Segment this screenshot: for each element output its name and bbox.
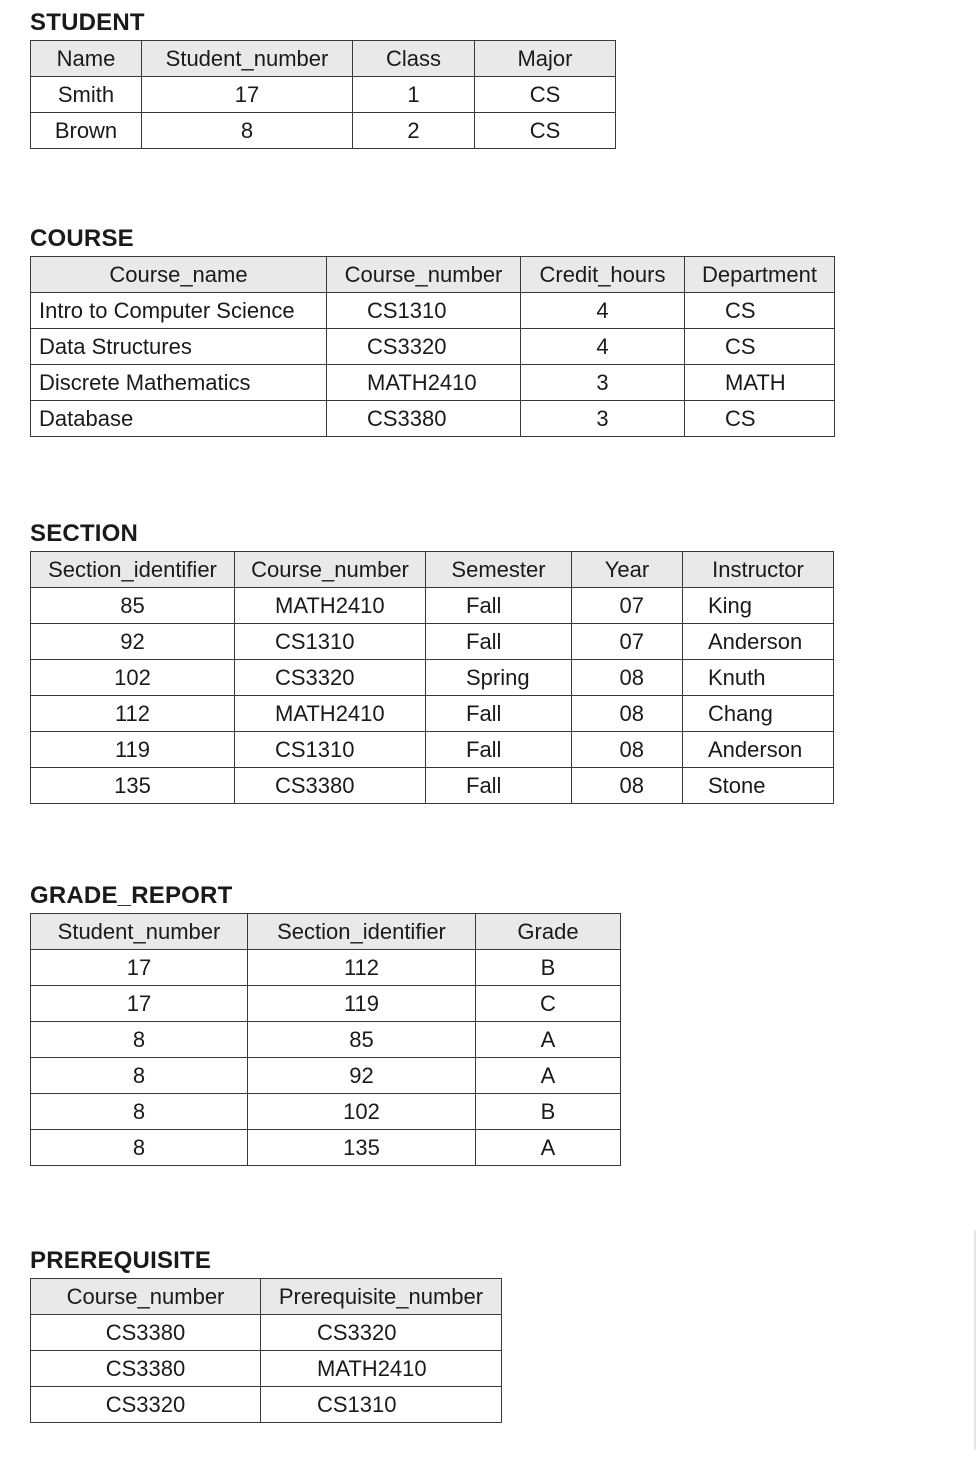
table-cell: 07	[572, 588, 683, 624]
column-header: Course_name	[31, 257, 327, 293]
student-relation	[30, 6, 616, 149]
table-cell: 08	[572, 660, 683, 696]
table-cell: CS	[685, 401, 835, 437]
table-header-row	[31, 914, 621, 950]
table-row	[31, 1387, 502, 1423]
table-cell: CS3380	[31, 1351, 261, 1387]
table-cell: 119	[31, 732, 235, 768]
column-header: Course_number	[327, 257, 521, 293]
table-cell: 4	[521, 329, 685, 365]
table-row	[31, 1351, 502, 1387]
table-cell: 3	[521, 401, 685, 437]
table-cell: CS3320	[31, 1387, 261, 1423]
table-cell: A	[476, 1130, 621, 1166]
column-header: Class	[353, 41, 475, 77]
table-cell: A	[476, 1058, 621, 1094]
table-row	[31, 950, 621, 986]
table-cell: Spring	[426, 660, 572, 696]
table-cell: 8	[31, 1094, 248, 1130]
prerequisite-relation	[30, 1244, 502, 1423]
column-header: Section_identifier	[248, 914, 476, 950]
table-cell: 08	[572, 696, 683, 732]
table-cell: CS3380	[235, 768, 426, 804]
column-header: Course_number	[31, 1279, 261, 1315]
table-cell: 8	[142, 113, 353, 149]
column-header: Semester	[426, 552, 572, 588]
table-cell: 135	[248, 1130, 476, 1166]
table-cell: MATH2410	[261, 1351, 502, 1387]
table-row	[31, 1022, 621, 1058]
table-cell: 2	[353, 113, 475, 149]
column-header: Instructor	[683, 552, 834, 588]
table-cell: C	[476, 986, 621, 1022]
table-cell: CS3380	[31, 1315, 261, 1351]
column-header: Year	[572, 552, 683, 588]
table-row	[31, 588, 834, 624]
table-cell: 3	[521, 365, 685, 401]
table-cell: CS1310	[235, 732, 426, 768]
table-cell: Fall	[426, 696, 572, 732]
table-cell: 8	[31, 1022, 248, 1058]
column-header: Major	[475, 41, 616, 77]
column-header: Student_number	[142, 41, 353, 77]
table-row	[31, 732, 834, 768]
table-cell: 07	[572, 624, 683, 660]
table-cell: B	[476, 1094, 621, 1130]
section-title: SECTION	[30, 520, 139, 547]
table-cell: 08	[572, 732, 683, 768]
table-row	[31, 329, 835, 365]
table-cell: Anderson	[683, 624, 834, 660]
table-header-row	[31, 41, 616, 77]
table-cell: 112	[248, 950, 476, 986]
table-cell: 112	[31, 696, 235, 732]
table-cell: 102	[31, 660, 235, 696]
table-cell: CS	[475, 77, 616, 113]
column-header: Section_identifier	[31, 552, 235, 588]
table-cell: Fall	[426, 732, 572, 768]
column-header: Grade	[476, 914, 621, 950]
table-cell: CS3320	[327, 329, 521, 365]
table-row	[31, 113, 616, 149]
table-cell: MATH2410	[327, 365, 521, 401]
table-cell: Stone	[683, 768, 834, 804]
column-header: Credit_hours	[521, 257, 685, 293]
table-cell: MATH2410	[235, 588, 426, 624]
table-cell: 119	[248, 986, 476, 1022]
table-header-row	[31, 552, 834, 588]
table-row	[31, 986, 621, 1022]
table-cell: Chang	[683, 696, 834, 732]
table-cell: 85	[31, 588, 235, 624]
table-cell: 17	[142, 77, 353, 113]
table-cell: Intro to Computer Science	[31, 293, 327, 329]
table-cell: CS3320	[261, 1315, 502, 1351]
course-title: COURSE	[30, 225, 134, 252]
table-cell: Brown	[31, 113, 142, 149]
grade-report-title: GRADE_REPORT	[30, 882, 233, 909]
table-cell: CS	[475, 113, 616, 149]
table-cell: 8	[31, 1130, 248, 1166]
table-cell: 92	[248, 1058, 476, 1094]
table-cell: 08	[572, 768, 683, 804]
table-cell: Fall	[426, 624, 572, 660]
table-cell: MATH	[685, 365, 835, 401]
table-cell: MATH2410	[235, 696, 426, 732]
table-cell: Discrete Mathematics	[31, 365, 327, 401]
table-cell: 17	[31, 986, 248, 1022]
prerequisite-title: PREREQUISITE	[30, 1247, 212, 1274]
column-header: Prerequisite_number	[261, 1279, 502, 1315]
student-table	[30, 40, 616, 149]
table-cell: B	[476, 950, 621, 986]
table-cell: CS1310	[235, 624, 426, 660]
table-cell: 1	[353, 77, 475, 113]
table-cell: 102	[248, 1094, 476, 1130]
table-row	[31, 77, 616, 113]
course-relation	[30, 222, 835, 437]
section-relation	[30, 517, 834, 804]
table-cell: Fall	[426, 588, 572, 624]
section-table	[30, 551, 834, 804]
table-cell: CS1310	[261, 1387, 502, 1423]
table-row	[31, 1094, 621, 1130]
table-cell: CS3320	[235, 660, 426, 696]
table-cell: CS	[685, 329, 835, 365]
table-cell: Data Structures	[31, 329, 327, 365]
grade-report-relation	[30, 879, 621, 1166]
table-cell: 92	[31, 624, 235, 660]
table-cell: Database	[31, 401, 327, 437]
table-cell: CS3380	[327, 401, 521, 437]
table-cell: 8	[31, 1058, 248, 1094]
table-header-row	[31, 1279, 502, 1315]
table-cell: Fall	[426, 768, 572, 804]
table-cell: 17	[31, 950, 248, 986]
column-header: Course_number	[235, 552, 426, 588]
table-row	[31, 660, 834, 696]
table-cell: Smith	[31, 77, 142, 113]
student-title: STUDENT	[30, 9, 145, 36]
column-header: Department	[685, 257, 835, 293]
table-cell: Knuth	[683, 660, 834, 696]
table-cell: 85	[248, 1022, 476, 1058]
table-cell: Anderson	[683, 732, 834, 768]
table-row	[31, 1058, 621, 1094]
table-row	[31, 293, 835, 329]
grade-report-table	[30, 913, 621, 1166]
course-table	[30, 256, 835, 437]
table-cell: King	[683, 588, 834, 624]
prerequisite-table	[30, 1278, 502, 1423]
table-row	[31, 401, 835, 437]
table-row	[31, 624, 834, 660]
column-header: Name	[31, 41, 142, 77]
table-row	[31, 768, 834, 804]
table-cell: 135	[31, 768, 235, 804]
table-row	[31, 696, 834, 732]
table-header-row	[31, 257, 835, 293]
table-row	[31, 1130, 621, 1166]
table-cell: 4	[521, 293, 685, 329]
table-cell: CS	[685, 293, 835, 329]
table-cell: A	[476, 1022, 621, 1058]
table-row	[31, 1315, 502, 1351]
table-cell: CS1310	[327, 293, 521, 329]
table-row	[31, 365, 835, 401]
column-header: Student_number	[31, 914, 248, 950]
